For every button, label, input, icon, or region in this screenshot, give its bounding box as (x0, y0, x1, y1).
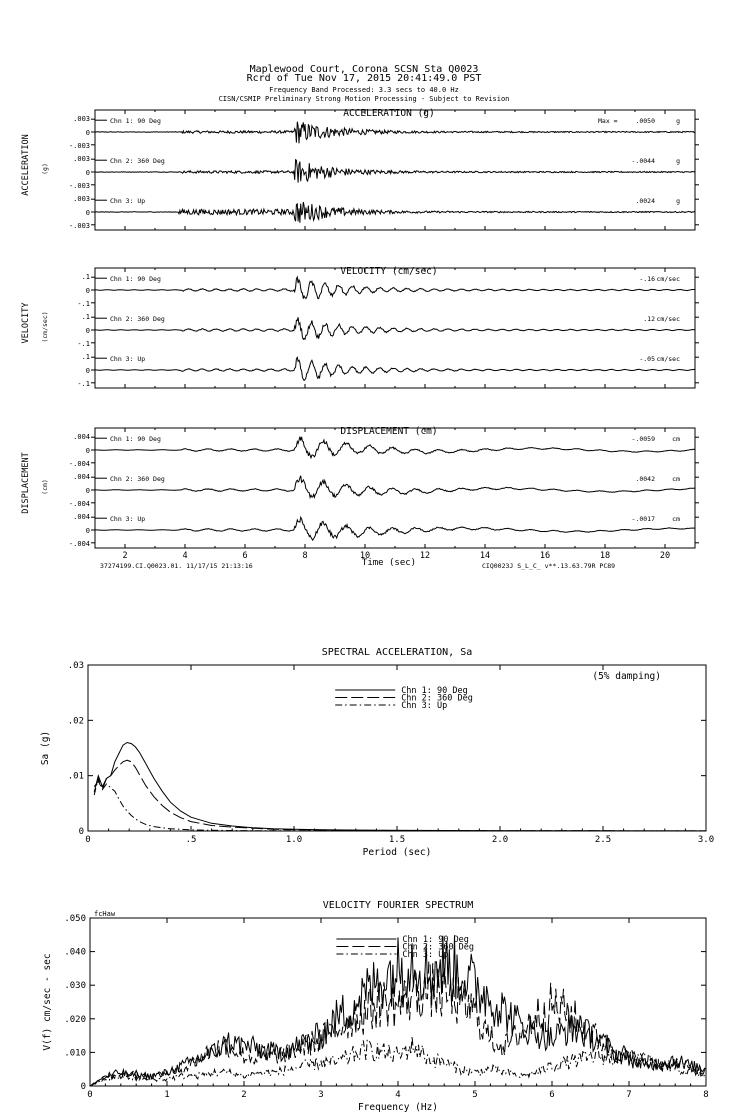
tick-zero: 0 (85, 367, 90, 375)
panel-title: DISPLACEMENT (cm) (340, 426, 438, 437)
channel-units: g (676, 197, 680, 206)
channel-trace (95, 357, 695, 380)
tick-hi: .003 (73, 155, 90, 164)
y-tick-label: 0 (80, 1082, 86, 1092)
channel-units: cm/sec (656, 315, 680, 324)
time-tick-label: 14 (479, 551, 491, 561)
tick-zero: 0 (85, 169, 90, 177)
channel-units: cm/sec (656, 275, 680, 284)
channel-units: cm/sec (656, 355, 680, 364)
channel-units: g (676, 157, 680, 166)
channel-max: -.16 (639, 275, 655, 284)
panel-frame (95, 428, 695, 548)
x-tick-label: 6 (549, 1090, 555, 1100)
x-axis-label: Frequency (Hz) (357, 1102, 439, 1113)
channel-label: Chn 2: 360 Deg (110, 475, 165, 484)
panel-side-label: VELOCITY (21, 302, 31, 344)
y-tick-label: .020 (64, 1014, 86, 1025)
channel-label: Chn 1: 90 Deg (110, 275, 161, 284)
x-tick-label: 4 (395, 1090, 401, 1100)
tick-lo: -.1 (77, 339, 90, 348)
velocity-fourier-chart (42, 900, 709, 1113)
time-tick-label: 18 (599, 551, 611, 561)
chart-corner-text: fcHaw (94, 910, 116, 918)
chart-title: SPECTRAL ACCELERATION, Sa (321, 647, 473, 658)
tick-lo: -.004 (68, 459, 90, 468)
tick-hi: .004 (73, 473, 90, 482)
panel-side-label: ACCELERATION (21, 134, 31, 196)
channel-max: .0050 (635, 117, 655, 126)
x-tick-label: 2.5 (594, 835, 612, 845)
tick-hi: .1 (81, 353, 90, 362)
time-tick-label: 20 (659, 551, 671, 561)
channel-label: Chn 2: 360 Deg (110, 157, 165, 166)
spectral-acceleration-chart (40, 647, 714, 858)
time-tick-label: 16 (539, 551, 551, 561)
channel-trace (95, 476, 695, 498)
plot-frame (88, 665, 706, 831)
tick-hi: .003 (73, 115, 90, 124)
legend-label: Chn 3: Up (401, 701, 448, 711)
channel-max: -.0017 (631, 515, 655, 524)
panel-title: VELOCITY (cm/sec) (340, 266, 438, 277)
channel-label: Chn 1: 90 Deg (110, 435, 161, 444)
tick-hi: .003 (73, 195, 90, 204)
footer-record-id: 37274199.CI.Q0023.01. 11/17/15 21:13:16 (100, 562, 253, 570)
channel-max: -.0044 (631, 157, 655, 166)
panel-unit-label: (cm) (41, 479, 49, 495)
tick-zero: 0 (85, 447, 90, 455)
y-tick-label: .03 (67, 661, 84, 671)
y-axis-label: Sa (g) (40, 730, 51, 766)
tick-lo: -.004 (68, 499, 90, 508)
panel-title: ACCELERATION (g) (343, 108, 435, 119)
tick-lo: -.003 (68, 181, 90, 190)
channel-units: cm (672, 515, 680, 524)
tick-zero: 0 (85, 327, 90, 335)
y-tick-label: .050 (64, 914, 86, 924)
panel-2 (21, 426, 699, 548)
chart-title: VELOCITY FOURIER SPECTRUM (322, 900, 474, 911)
header-processing-note: CISN/CSMIP Preliminary Strong Motion Processing - Subject to Revision (218, 95, 510, 103)
chart-annotation: (5% damping) (592, 671, 661, 682)
x-tick-label: 0 (87, 1090, 93, 1100)
header-station: Maplewood Court, Corona SCSN Sta Q0023 (249, 64, 479, 75)
tick-zero: 0 (85, 287, 90, 295)
legend-label: Chn 1: 90 Deg (401, 686, 468, 696)
x-tick-label: 7 (626, 1090, 632, 1100)
time-tick-label: 2 (122, 551, 128, 561)
time-series-panels (21, 108, 699, 561)
channel-trace (95, 317, 695, 339)
tick-lo: -.1 (77, 379, 90, 388)
series-line (94, 743, 706, 831)
x-tick-label: 3 (318, 1090, 324, 1100)
channel-max: -.05 (639, 355, 655, 364)
tick-hi: .004 (73, 433, 90, 442)
channel-trace (95, 517, 695, 540)
tick-lo: -.003 (68, 221, 90, 230)
panel-1 (21, 266, 699, 388)
channel-trace (95, 437, 695, 458)
panel-unit-label: (cm/sec) (41, 311, 49, 343)
x-tick-label: 2 (241, 1090, 247, 1100)
legend-label: Chn 1: 90 Deg (402, 935, 469, 945)
y-tick-label: .02 (67, 716, 84, 727)
footer-processing-id: CIQ0023J S_L_C_ v**.13.63.79R PC89 (482, 562, 616, 570)
y-tick-label: 0 (78, 827, 84, 837)
time-tick-label: 4 (182, 551, 188, 561)
tick-zero: 0 (85, 129, 90, 137)
x-tick-label: 8 (703, 1090, 709, 1100)
tick-zero: 0 (85, 527, 90, 535)
tick-hi: .1 (81, 313, 90, 322)
x-tick-label: 5 (472, 1090, 478, 1100)
panel-unit-label: (g) (41, 163, 49, 175)
header-record-time: Rcrd of Tue Nov 17, 2015 20:41:49.0 PST (246, 73, 482, 84)
channel-max: .0024 (635, 197, 655, 206)
channel-units: g (676, 117, 680, 126)
x-tick-label: 0 (85, 835, 91, 845)
tick-zero: 0 (85, 487, 90, 495)
channel-max: .0042 (635, 475, 655, 484)
y-tick-label: .030 (64, 981, 86, 992)
x-tick-label: 3.0 (697, 835, 715, 845)
series-line (90, 935, 706, 1086)
series-line (90, 961, 706, 1086)
tick-lo: -.1 (77, 299, 90, 308)
time-tick-label: 10 (359, 551, 371, 561)
legend-label: Chn 2: 360 Deg (401, 693, 473, 704)
time-tick-label: 8 (302, 551, 308, 561)
y-tick-label: .010 (64, 1048, 86, 1059)
channel-label: Chn 3: Up (110, 197, 146, 206)
series-line (94, 778, 706, 831)
time-axis-label: Time (sec) (361, 558, 417, 568)
panel-0 (21, 108, 699, 230)
tick-lo: -.003 (68, 141, 90, 150)
tick-zero: 0 (85, 209, 90, 217)
x-tick-label: 1 (164, 1090, 170, 1100)
time-tick-label: 6 (242, 551, 248, 561)
panel-side-label: DISPLACEMENT (21, 452, 31, 514)
channel-trace (95, 160, 695, 183)
channel-label: Chn 3: Up (110, 515, 146, 524)
tick-hi: .1 (81, 273, 90, 282)
x-tick-label: 2.0 (491, 835, 509, 845)
y-axis-label: V(f) cm/sec - sec (42, 953, 53, 1051)
tick-hi: .004 (73, 513, 90, 522)
tick-lo: -.004 (68, 539, 90, 548)
channel-units: cm (672, 475, 680, 484)
channel-label: Chn 1: 90 Deg (110, 117, 161, 126)
channel-max: .12 (643, 315, 655, 324)
channel-label: Chn 2: 360 Deg (110, 315, 165, 324)
x-tick-label: .5 (185, 835, 197, 845)
channel-label: Chn 3: Up (110, 355, 146, 364)
time-tick-label: 12 (419, 551, 431, 561)
channel-trace (95, 277, 695, 299)
y-tick-label: .01 (67, 771, 84, 782)
channel-trace (95, 202, 695, 223)
x-axis-label: Period (sec) (362, 847, 432, 858)
channel-units: cm (672, 435, 680, 444)
x-tick-label: 1.5 (388, 835, 406, 845)
channel-max: -.0059 (631, 435, 655, 444)
x-tick-label: 1.0 (285, 835, 303, 845)
max-prefix: Max = (598, 117, 618, 126)
y-tick-label: .040 (64, 947, 86, 958)
legend-label: Chn 2: 360 Deg (402, 942, 475, 953)
header-frequency-band: Frequency Band Processed: 3.3 secs to 40.0 Hz (269, 86, 459, 94)
legend-label: Chn 3: Up (402, 950, 449, 960)
series-line (94, 760, 706, 831)
